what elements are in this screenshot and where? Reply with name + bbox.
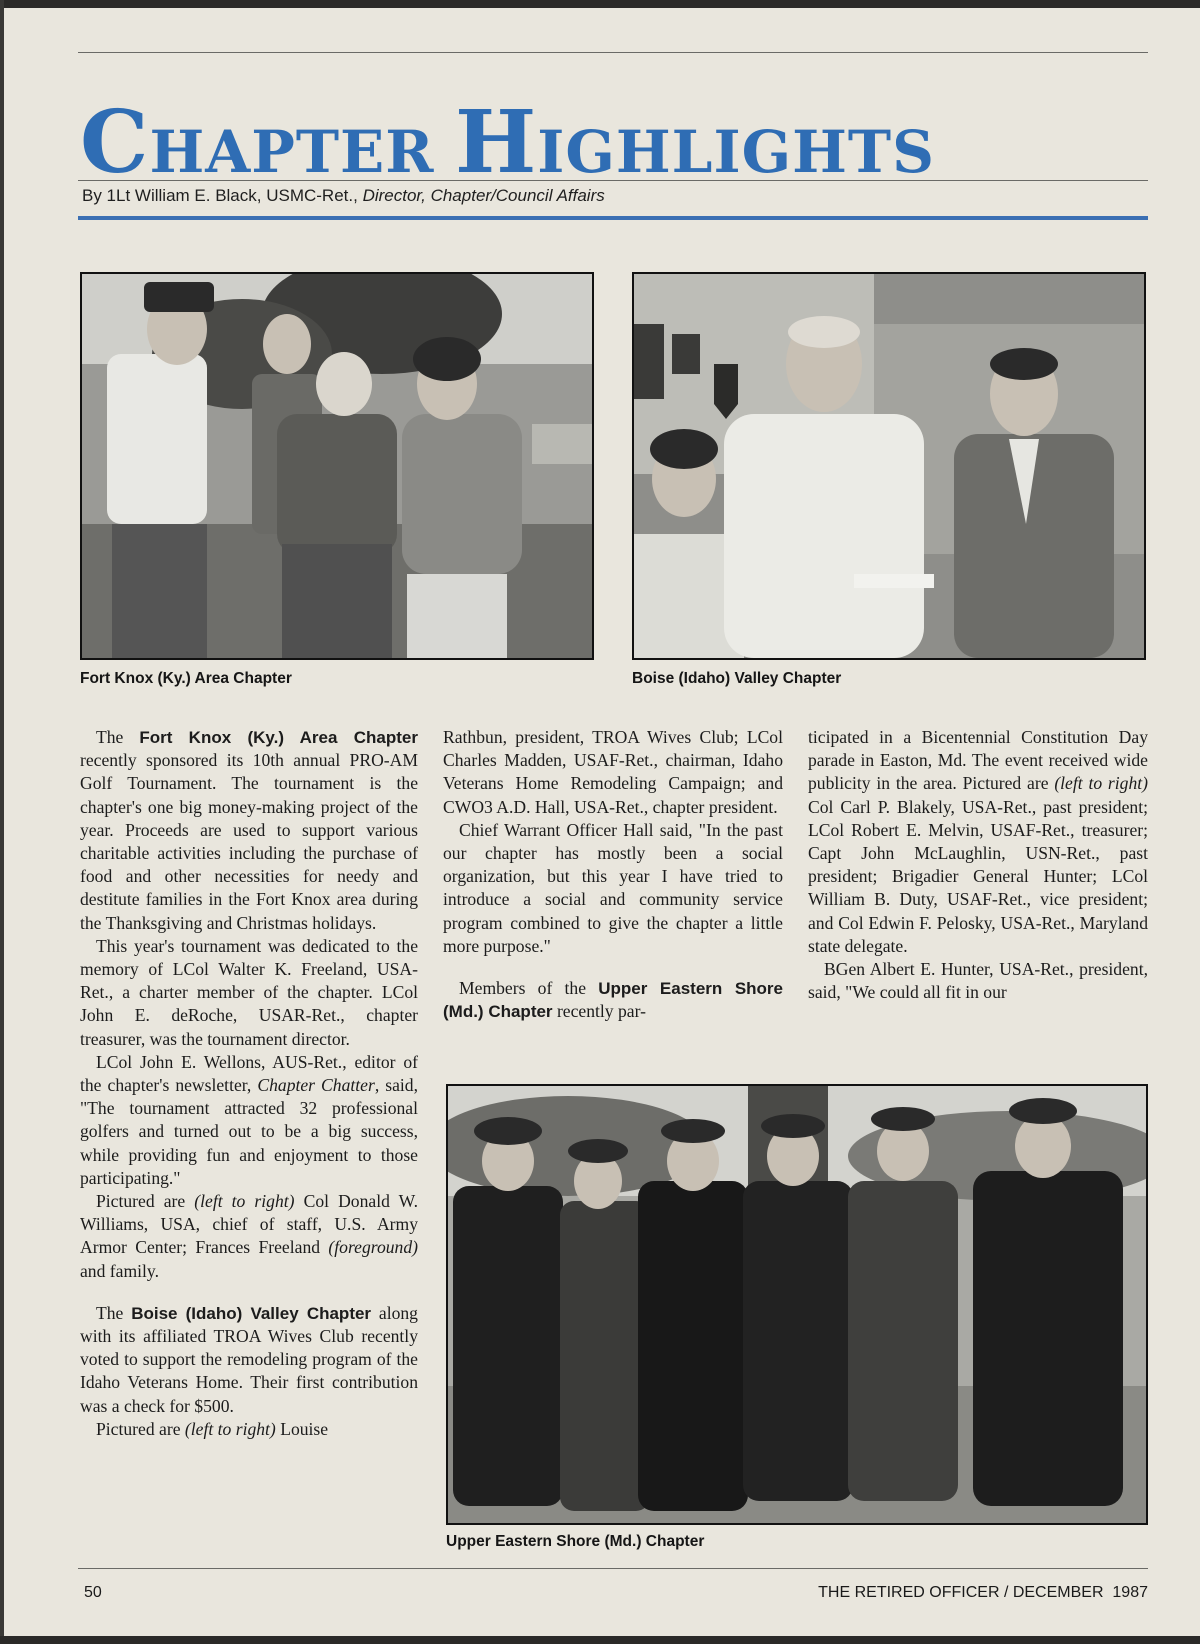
col3-para-1-italic: (left to right) bbox=[1054, 773, 1148, 794]
byline bbox=[82, 186, 1142, 206]
col3-para-2: BGen Albert E. Hunter, USA-Ret., president, said, "We could all fit in our bbox=[808, 959, 1148, 1003]
boise-caption: Boise (Idaho) Valley Chapter bbox=[632, 670, 842, 687]
title-word-highlights: IGHLIGHTS bbox=[537, 118, 935, 186]
boise-photo-image bbox=[634, 274, 1144, 658]
col1-para-3-b: , said, "The tournament attracted 32 professional golfers and turned out to be a big success, while providing fun and enjoyment to those participating." bbox=[80, 1075, 418, 1188]
col1-para-5-pre: The bbox=[96, 1302, 132, 1323]
col1-para-1-text: recently sponsored its 10th annual PRO-AM Golf Tournament. The tournament is the chapter's one big money-making project of the year. Proceeds are used to support various charitable activities including the purchase of food and other necessities for needy and destitute families in the Fort Knox area during the Thanksgiving and Christmas holidays. bbox=[80, 750, 418, 933]
col1-para-4-italic-2: (foreground) bbox=[328, 1237, 418, 1258]
upper-eastern-photo bbox=[446, 1084, 1148, 1525]
col1-org-boise: Boise (Idaho) Valley Chapter bbox=[131, 1303, 372, 1323]
byline-blue-rule bbox=[78, 216, 1148, 220]
page-edge-top bbox=[0, 0, 1200, 8]
page-edge-bottom bbox=[0, 1636, 1200, 1644]
upper-eastern-caption: Upper Eastern Shore (Md.) Chapter bbox=[446, 1533, 705, 1550]
col1-para-3-a: LCol John E. Wellons, AUS-Ret., editor of the chapter's newsletter, bbox=[80, 1051, 418, 1096]
col1-para-1: The Fort Knox (Ky.) Area Chapter recently sponsored its 10th annual PRO-AM Golf Tournament. The tournament is the chapter's one big money-making project of the year. Proceeds are used to support various charitable activities including the purchase of food and other necessities for needy and destitute families in the Fort Knox area during the Thanksgiving and Christmas holidays. bbox=[80, 727, 418, 933]
col1-para-4-b: Col Donald W. Williams, USA, chief of staff, U.S. Army Armor Center; Frances Freeland bbox=[80, 1191, 419, 1258]
col3-para-1 bbox=[808, 726, 1148, 958]
col1-org-fort-knox: Fort Knox (Ky.) Area Chapter bbox=[139, 728, 418, 747]
col1-para-4-a: Pictured are bbox=[96, 1191, 195, 1212]
top-rule bbox=[78, 52, 1148, 53]
col1-para-6-b: Louise bbox=[275, 1418, 329, 1439]
col3-para-1-b: Col Carl P. Blakely, USA-Ret., past president; LCol Robert E. Melvin, USAF-Ret., treasurer; Capt John McLaughlin, USN-Ret., past president; Brigadier General Hunter; LCol William B. Duty, USAF-Ret., vice president; and Col Edwin F. Pelosky, USA-Ret., Maryland state delegate. bbox=[808, 796, 1148, 956]
fort-knox-photo-image bbox=[82, 274, 592, 658]
page-number: 50 bbox=[84, 1584, 102, 1601]
article-column-2 bbox=[443, 726, 783, 1023]
col1-para-4-italic-1: (left to right) bbox=[194, 1191, 295, 1212]
col2-para-1: Rathbun, president, TROA Wives Club; LCol Charles Madden, USAF-Ret., chairman, Idaho Veterans Home Remodeling Campaign; and CWO3 A.D. Hall, USA-Ret., chapter president. bbox=[443, 727, 783, 817]
col1-para-3 bbox=[80, 1051, 418, 1190]
col1-para-5-text: along with its affiliated TROA Wives Club recently voted to support the remodeling program of the Idaho Veterans Home. Their first contribution was a check for $500. bbox=[80, 1302, 418, 1416]
col1-para-5 bbox=[80, 1302, 418, 1418]
col2-para-2: Chief Warrant Officer Hall said, "In the past our chapter has mostly been a social organization, but this year I have tried to introduce a social and community service program combined to give the chapter a little more purpose." bbox=[443, 819, 783, 956]
col1-para-6-a: Pictured are bbox=[96, 1418, 185, 1439]
fort-knox-photo bbox=[80, 272, 594, 660]
byline-role: Director, Chapter/Council Affairs bbox=[362, 186, 605, 205]
byline-author: By 1Lt William E. Black, USMC-Ret., bbox=[82, 186, 363, 205]
col2-org-upper-eastern: Upper Eastern Shore (Md.) Chapter bbox=[443, 979, 784, 1022]
fort-knox-caption: Fort Knox (Ky.) Area Chapter bbox=[80, 670, 292, 687]
title-word-chapter: HAPTER bbox=[149, 118, 435, 186]
col1-newsletter-name: Chapter Chatter bbox=[257, 1075, 375, 1096]
boise-photo bbox=[632, 272, 1146, 660]
col1-para-4 bbox=[80, 1190, 418, 1283]
col1-para-6 bbox=[80, 1418, 418, 1441]
col1-para-4-c: and family. bbox=[80, 1260, 159, 1281]
title-initial-c: C bbox=[80, 92, 150, 193]
col3-para-1-a: ticipated in a Bicentennial Constitution Day parade in Easton, Md. The event received wide publicity in the area. Pictured are bbox=[808, 727, 1148, 794]
article-column-3 bbox=[808, 726, 1148, 1004]
page-edge-left bbox=[0, 0, 4, 1644]
page-title bbox=[80, 92, 935, 193]
col2-para-3 bbox=[443, 977, 783, 1023]
col2-para-3-pre: Members of the bbox=[459, 978, 599, 999]
article-column-1 bbox=[80, 726, 418, 1441]
footer-rule bbox=[78, 1568, 1148, 1569]
col1-para-6-italic: (left to right) bbox=[184, 1418, 276, 1439]
publication-footer: THE RETIRED OFFICER / DECEMBER 1987 bbox=[818, 1584, 1148, 1601]
title-initial-h: H bbox=[454, 92, 538, 193]
upper-eastern-photo-image bbox=[448, 1086, 1146, 1523]
col2-para-3-text: recently par- bbox=[552, 1001, 646, 1022]
col1-para-2: This year's tournament was dedicated to the memory of LCol Walter K. Freeland, USA-Ret., a charter member of the chapter. LCol John E. deRoche, USAR-Ret., chapter treasurer, was the tournament director. bbox=[80, 935, 418, 1049]
